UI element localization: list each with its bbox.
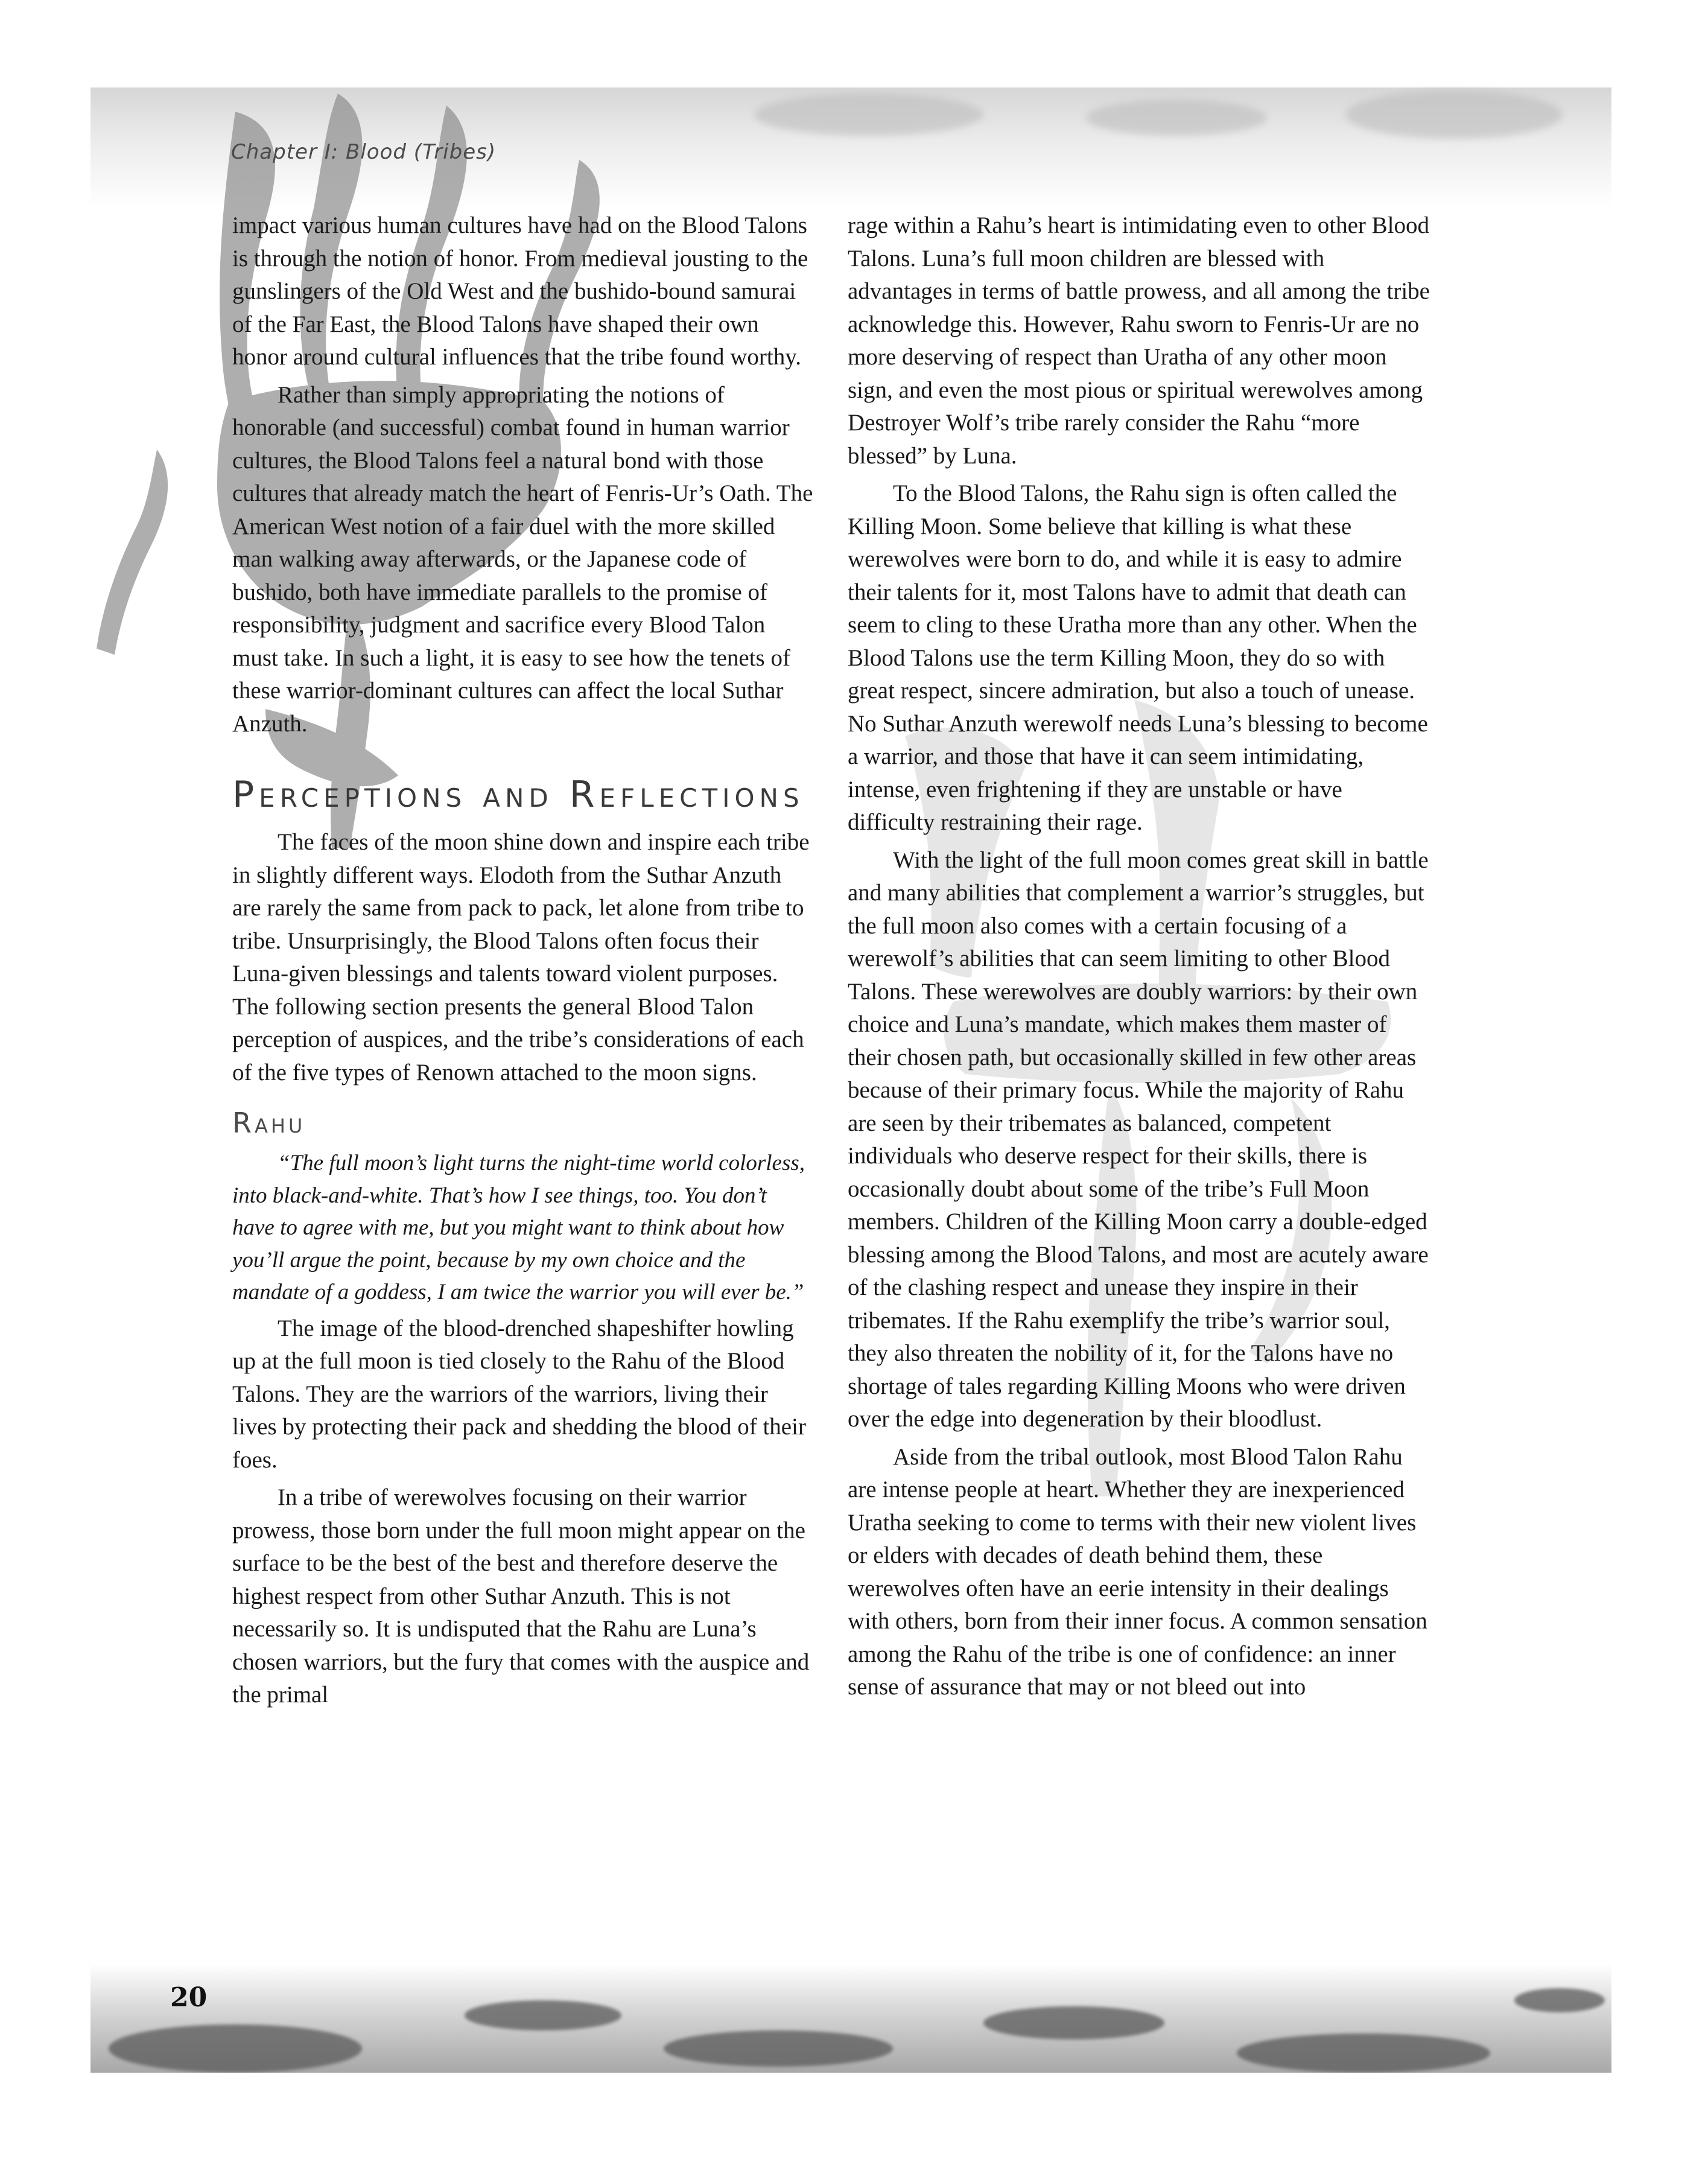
band-blob [983,2006,1164,2039]
band-blob [465,2000,621,2030]
right-column [848,209,1430,1709]
band-smudge [1086,100,1267,136]
paragraph: The faces of the moon shine down and inspire each tribe in slightly different ways. Elodoth from the Suthar Anzuth are rarely the same from pack to pack, let alone from tribe to tribe. Unsurprisingly, the Blood Talons often focus their Luna-given blessings and talents toward violent purposes. The following section presents the general Blood Talon perception of auspices, and the tribe’s considerations of each of the five types of Renown attached to the moon signs. [232,829,810,1086]
band-blob [664,2030,893,2067]
chapter-header: Chapter I: Blood (Tribes) [231,140,497,164]
page-number: 20 [170,1982,208,2013]
subsection-title: Rahu [232,1107,306,1139]
band-blob [1514,1988,1605,2012]
paragraph: The image of the blood-drenched shapeshifter howling up at the full moon is tied closely to the Rahu of the Blood Talons. They are the warriors of the warriors, living their lives by protecting their pack and shedding the blood of their foes. [232,1315,806,1473]
paragraph: rage within a Rahu’s heart is intimidating even to other Blood Talons. Luna’s full moon children are blessed with advantages in terms of battle prowess, and all among the tribe acknowledge this. However, Rahu sworn to Fenris-Ur are no more deserving of respect than Uratha of any other moon sign, and even the most pious or spiritual werewolves among Destroyer Wolf’s tribe rarely consider the Rahu “more blessed” by Luna. [848,212,1430,469]
band-blob [109,2024,362,2073]
paragraph: In a tribe of werewolves focusing on their warrior prowess, those born under the full moon might appear on the surface to be the best of the best and therefore deserve the highest respect from other Suthar Anzuth. This is not necessarily so. It is undisputed that the Rahu are Luna’s chosen warriors, but the fury that comes with the auspice and the primal [232,1484,810,1708]
paragraph: To the Blood Talons, the Rahu sign is often called the Killing Moon. Some believe that killing is what these werewolves were born to do, and while it is easy to admire their talents for it, most Talons have to admit that death can seem to cling to these Uratha more than any other. When the Blood Talons use the term Killing Moon, they do so with great respect, sincere admiration, but also a touch of unease. No Suthar Anzuth werewolf needs Luna’s blessing to become a warrior, and those that have it can seem intimidating, intense, even frightening if they are unstable or have difficulty restraining their rage. [848,480,1428,835]
paragraph: Aside from the tribal outlook, most Blood Talon Rahu are intense people at heart. Whether they are inexperienced Uratha seeking to come to terms with their new violent lives or elders with decades of death behind them, these werewolves often have an eerie intensity in their dealings with others, born from their inner focus. A common sensation among the Rahu of the tribe is one of confidence: an inner sense of assurance that may or not bleed out into [848,1443,1427,1700]
paragraph: Rather than simply appropriating the notions of honorable (and successful) combat found in human warrior cultures, the Blood Talons feel a natural bond with those cultures that already match the heart of Fenris-Ur’s Oath. The American West notion of a fair duel with the more skilled man walking away afterwards, or the Japanese code of bushido, both have immediate parallels to the promise of responsibility, judgment and sacrifice every Blood Talon must take. In such a light, it is easy to see how the tenets of these warrior-dominant cultures can affect the local Suthar Anzuth. [232,381,813,737]
footer-band [90,1964,1611,2073]
paragraph: With the light of the full moon comes great skill in battle and many abilities that complement a warrior’s struggles, but the full moon also comes with a certain focusing of a werewolf’s abilities that can seem limiting to other Blood Talons. These werewolves are doubly warriors: by their own choice and Luna’s mandate, which makes them master of their chosen path, but occasionally skilled in few other areas because of their primary focus. While the majority of Rahu are seen by their tribemates as balanced, competent individuals who deserve respect for their skills, there is occasionally doubt about some of the tribe’s Full Moon members. Children of the Killing Moon carry a double-edged blessing among the Blood Talons, and most are acutely aware of the clashing respect and unease they inspire in their tribemates. If the Rahu exemplify the tribe’s warrior soul, they also threaten the nobility of it, for the Talons have no shortage of tales regarding Killing Moons who were driven over the edge into degeneration by their bloodlust. [848,847,1429,1432]
band-blob [1237,2033,1490,2073]
left-column [232,209,814,1717]
band-smudge [1345,91,1563,139]
section-title: Perceptions and Reflections [232,774,804,816]
band-smudge [754,94,983,136]
epigraph-quote: “The full moon’s light turns the night-time world colorless, into black-and-white. That’s how I see things, too. You don’t have to agree with me, but you might want to think about how you’ll argue the point, because by my own choice and the mandate of a goddess, I am twice the warrior you will ever be.” [232,1151,805,1305]
paragraph: impact various human cultures have had on the Blood Talons is through the notion of honor. From medieval jousting to the gunslingers of the Old West and the bushido-bound samurai of the Far East, the Blood Talons have shaped their own honor around cultural influences that the tribe found worthy. [232,212,808,370]
